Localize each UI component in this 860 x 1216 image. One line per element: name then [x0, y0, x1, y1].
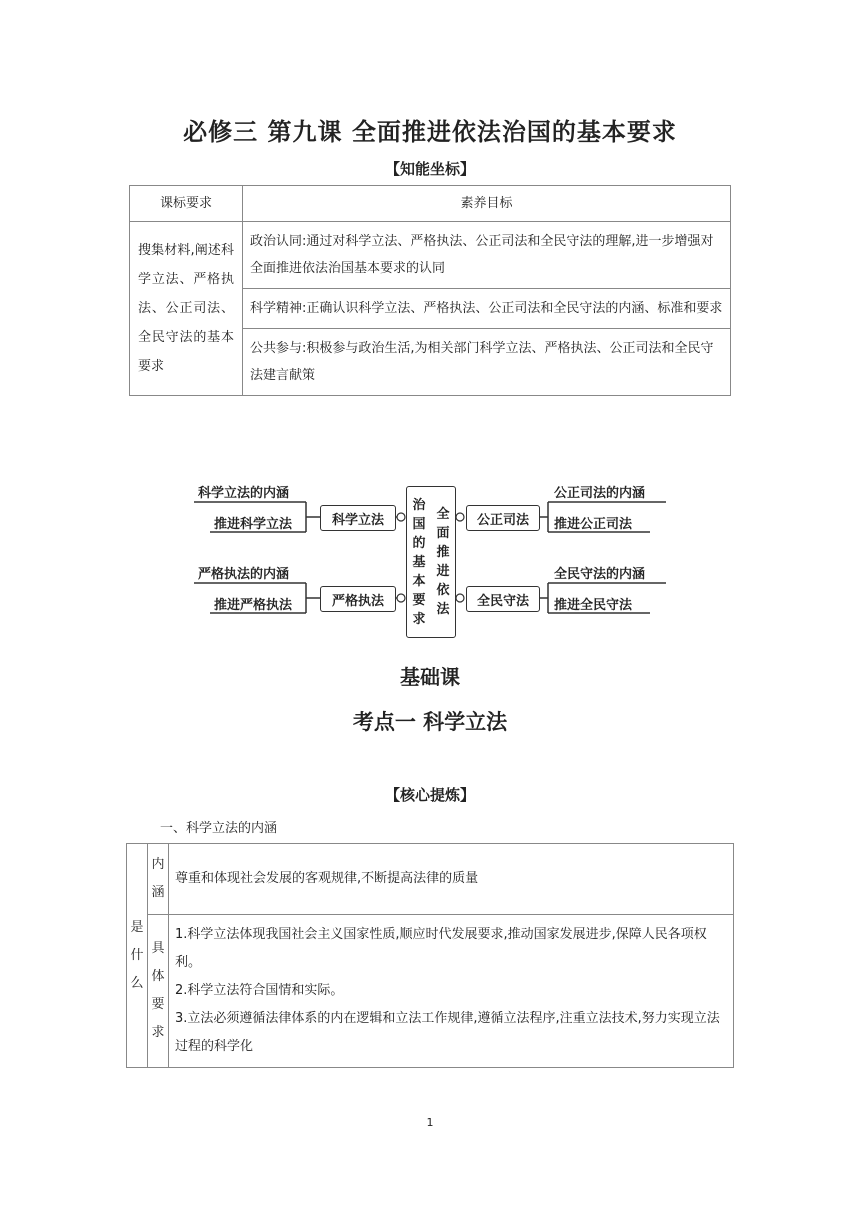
mm-item: 推进科学立法 — [214, 517, 293, 532]
mm-item: 公正司法的内涵 — [554, 486, 646, 501]
table-row: 政治认同:通过对科学立法、严格执法、公正司法和全民守法的理解,进一步增强对全面推进依法治国基本要求的认同 — [243, 222, 731, 289]
mm-item: 推进严格执法 — [214, 598, 293, 613]
mm-center-col2: 全面推进依法 — [436, 507, 450, 617]
table-row: 科学精神:正确认识科学立法、严格执法、公正司法和全民守法的内涵、标准和要求 — [243, 289, 731, 329]
list-item: 2.科学立法符合国情和实际。 — [175, 983, 344, 998]
table-row: 公共参与:积极参与政治生活,为相关部门科学立法、严格执法、公正司法和全民守法建言献策 — [243, 329, 731, 396]
objectives-table — [129, 185, 731, 396]
table-header: 课标要求 — [130, 186, 243, 222]
mm-item: 全民守法的内涵 — [554, 567, 646, 582]
mm-center-box — [406, 486, 456, 638]
content-table — [126, 843, 734, 1068]
list-item: 1.科学立法体现我国社会主义国家性质,顺应时代发展要求,推动国家发展进步,保障人民各项权利。 — [175, 927, 707, 970]
subheading: 一、科学立法的内涵 — [160, 821, 278, 836]
lesson-type-heading: 基础课 — [400, 665, 460, 689]
mm-item: 严格执法的内涵 — [198, 567, 290, 582]
table-cell: 尊重和体现社会发展的客观规律,不断提高法律的质量 — [169, 844, 734, 915]
mm-box-quanmin-shoufa: 全民守法 — [466, 586, 540, 612]
page-number: 1 — [426, 1116, 434, 1129]
curriculum-requirement: 搜集材料,阐述科学立法、严格执法、公正司法、全民守法的基本要求 — [130, 222, 243, 396]
mm-center-col1: 治国的基本要求 — [412, 497, 426, 627]
table-header: 素养目标 — [243, 186, 731, 222]
row-label: 具体要求 — [148, 915, 169, 1068]
mm-box-yange-zhifa: 严格执法 — [320, 586, 396, 612]
mm-item: 推进全民守法 — [554, 598, 633, 613]
row-label: 内涵 — [148, 844, 169, 915]
mind-map — [180, 470, 680, 650]
mm-box-kexue-lifa: 科学立法 — [320, 505, 396, 531]
group-label: 是什么 — [127, 844, 148, 1068]
mm-item: 推进公正司法 — [554, 517, 633, 532]
mm-item: 科学立法的内涵 — [198, 486, 290, 501]
kaodian-heading: 考点一 科学立法 — [352, 710, 508, 734]
mm-box-gongzheng-sifa: 公正司法 — [466, 505, 540, 531]
list-item: 3.立法必须遵循法律体系的内在逻辑和立法工作规律,遵循立法程序,注重立法技术,努力实现立法过程的科学化 — [175, 1011, 720, 1054]
section-heading-zhineng: 【知能坐标】 — [384, 160, 475, 178]
section-heading-hexin: 【核心提炼】 — [384, 786, 475, 804]
page-title: 必修三 第九课 全面推进依法治国的基本要求 — [183, 118, 677, 146]
